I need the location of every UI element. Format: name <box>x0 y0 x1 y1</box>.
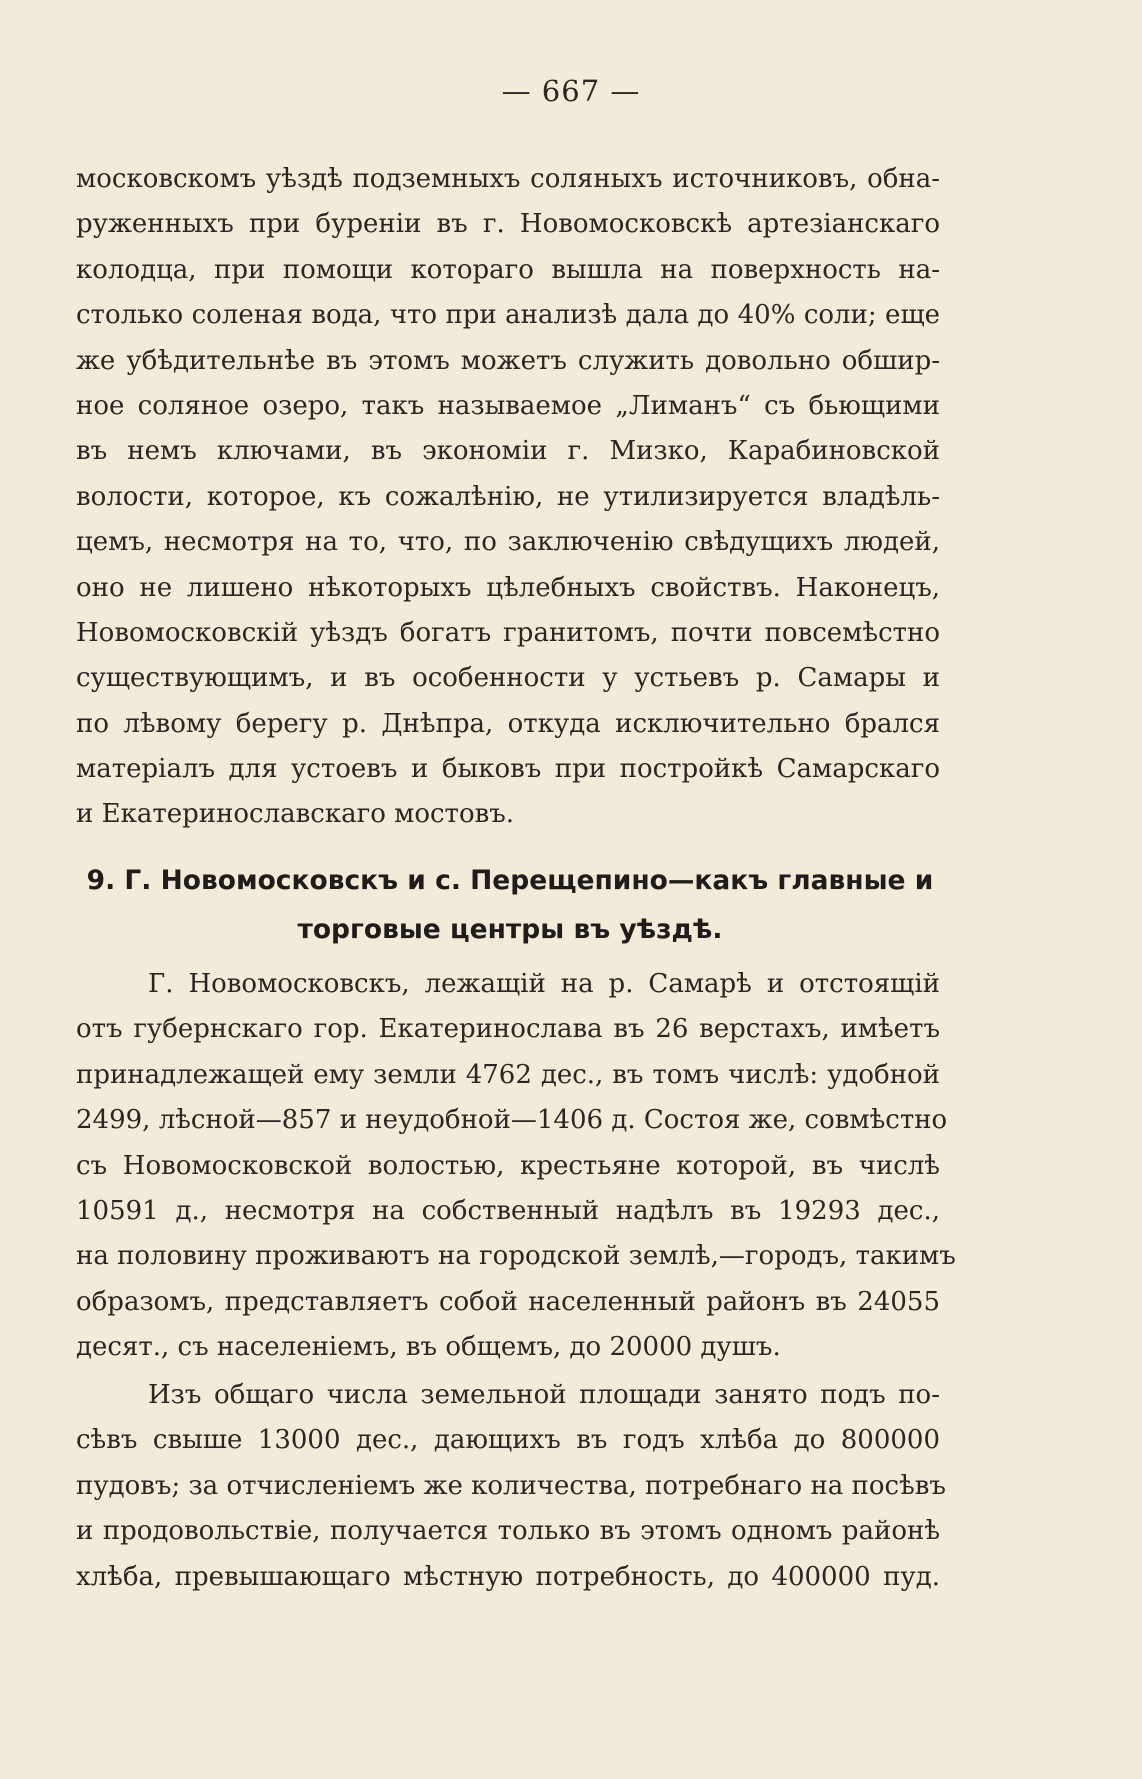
text-line: Г. Новомосковскъ, лежащій на р. Самарѣ и отстоящій <box>148 969 940 999</box>
text-line: матеріалъ для устоевъ и быковъ при постройкѣ Самарскаго <box>76 754 940 785</box>
text-line: принадлежащей ему земли 4762 дес., въ томъ числѣ: удобной <box>76 1059 940 1090</box>
paragraph-land-use <box>76 1373 946 1600</box>
text-line: столько соленая вода, что при анализѣ дала до 40% соли; еще <box>76 300 940 331</box>
text-line: съ Новомосковской волостью, крестьяне которой, въ числѣ <box>76 1150 940 1181</box>
page-number: — 667 — <box>501 74 641 108</box>
text-line: пудовъ; за отчисленіемъ же количества, потребнаго на посѣвъ <box>76 1470 946 1501</box>
text-line: на половину проживаютъ на городской землѣ,—городъ, такимъ <box>76 1241 956 1272</box>
text-line: въ немъ ключами, въ экономіи г. Мизко, Карабиновской <box>76 436 940 467</box>
text-line: 10591 д., несмотря на собственный надѣлъ въ 19293 дес., <box>76 1195 940 1226</box>
text-line: образомъ, представляетъ собой населенный районъ въ 24055 <box>76 1286 940 1317</box>
text-line: оно не лишено нѣкоторыхъ цѣлебныхъ свойствъ. Наконецъ, <box>76 572 940 603</box>
text-line: хлѣба, превышающаго мѣстную потребность, до 400000 пуд. <box>76 1561 940 1592</box>
text-line: Изъ общаго числа земельной площади занято подъ по- <box>148 1380 940 1410</box>
text-line: десят., съ населеніемъ, въ общемъ, до 20000 душъ. <box>76 1332 781 1363</box>
text-line: отъ губернскаго гор. Екатеринослава въ 26 верстахъ, имѣетъ <box>76 1014 940 1045</box>
text-line: и Екатеринославскаго мостовъ. <box>76 799 515 830</box>
heading-line: 9. Г. Новомосковскъ и с. Перещепино—какъ главные и <box>86 865 934 896</box>
text-line: сѣвъ свыше 13000 дес., дающихъ въ годъ хлѣба до 800000 <box>76 1425 940 1456</box>
text-line: же убѣдительнѣе въ этомъ можетъ служить довольно обшир- <box>76 345 940 376</box>
paragraph-novomoskovsk <box>76 962 956 1371</box>
paragraph-soil-resources <box>76 157 940 838</box>
text-line: по лѣвому берегу р. Днѣпра, откуда исключительно брался <box>76 708 940 739</box>
text-line: московскомъ уѣздѣ подземныхъ соляныхъ источниковъ, обна- <box>76 164 940 194</box>
section-heading <box>60 856 960 954</box>
text-line: волости, которое, къ сожалѣнію, не утилизируется владѣль- <box>76 481 940 512</box>
text-line: существующимъ, и въ особенности у устьевъ р. Самары и <box>76 663 940 694</box>
text-line: руженныхъ при буреніи въ г. Новомосковскѣ артезіанскаго <box>76 209 940 240</box>
text-line: колодца, при помощи котораго вышла на поверхность на- <box>76 254 940 285</box>
heading-line: торговые центры въ уѣздѣ. <box>297 914 723 945</box>
text-line: цемъ, несмотря на то, что, по заключенію свѣдущихъ людей, <box>76 527 940 558</box>
text-line: Новомосковскій уѣздъ богатъ гранитомъ, почти повсемѣстно <box>76 617 940 648</box>
text-line: ное соляное озеро, такъ называемое „Лиманъ“ съ бьющими <box>76 390 940 421</box>
text-line: и продовольствіе, получается только въ этомъ одномъ районѣ <box>76 1516 940 1547</box>
text-line: 2499, лѣсной—857 и неудобной—1406 д. Состоя же, совмѣстно <box>76 1105 948 1136</box>
